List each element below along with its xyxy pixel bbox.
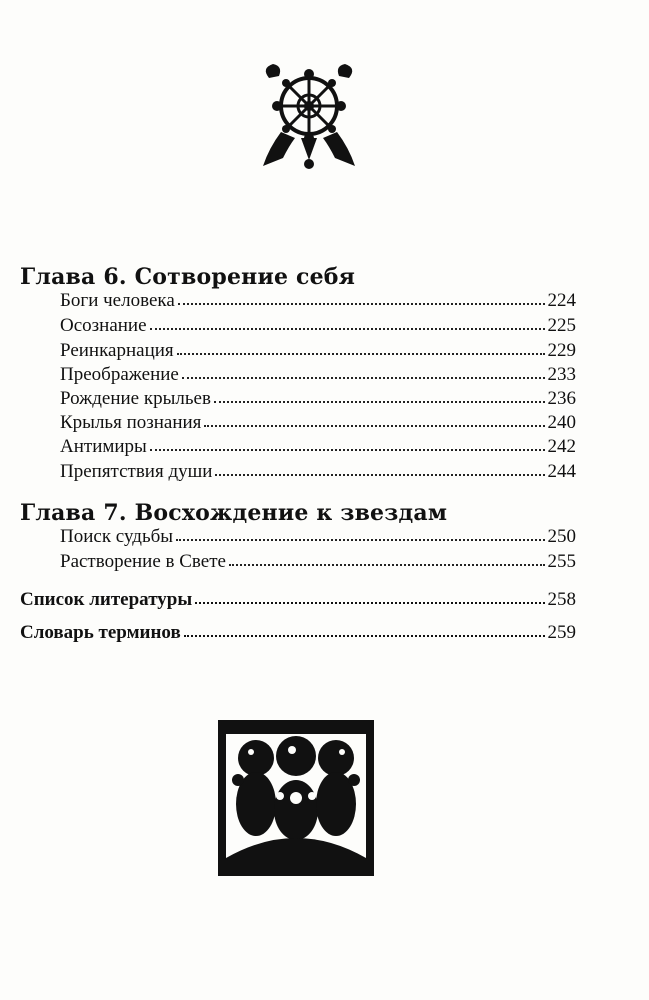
toc-entry[interactable] [60, 290, 576, 312]
toc-glossary[interactable] [20, 622, 576, 644]
toc-entry-label: Осознание [60, 315, 147, 336]
toc-entry-page: 229 [547, 340, 576, 361]
toc-literature-label: Список литературы [20, 589, 193, 610]
toc-entry[interactable] [60, 526, 576, 548]
leader-dots [178, 299, 545, 305]
toc-entry[interactable] [60, 340, 576, 362]
toc-literature-page: 258 [547, 589, 576, 610]
leader-dots [229, 560, 545, 566]
toc-entry-label: Боги человека [60, 290, 175, 311]
leader-dots [215, 470, 544, 476]
dharma-wheel-icon [255, 58, 363, 173]
toc-glossary-label: Словарь терминов [20, 622, 181, 643]
toc-entry-page: 242 [547, 436, 576, 457]
toc-entry-label: Растворение в Свете [60, 551, 226, 572]
toc-entry-page: 250 [547, 526, 576, 547]
toc-entry[interactable] [60, 436, 576, 458]
toc-entry[interactable] [60, 388, 576, 410]
leader-dots [150, 445, 545, 451]
toc-entry-page: 240 [547, 412, 576, 433]
toc-entry[interactable] [60, 412, 576, 434]
chapter-7-title: Глава 7. Восхождение к звездам [20, 500, 448, 526]
leader-dots [214, 397, 545, 403]
leader-dots [204, 421, 544, 427]
toc-entry-page: 255 [547, 551, 576, 572]
toc-literature[interactable] [20, 589, 576, 611]
toc-entry-label: Поиск судьбы [60, 526, 174, 547]
chapter-6-title: Глава 6. Сотворение себя [20, 264, 356, 290]
toc-entry[interactable] [60, 551, 576, 573]
toc-entry-page: 236 [547, 388, 576, 409]
toc-glossary-page: 259 [547, 622, 576, 643]
toc-entry-page: 224 [547, 290, 576, 311]
toc-entry[interactable] [60, 364, 576, 386]
toc-entry-label: Реинкарнация [60, 340, 174, 361]
toc-entry[interactable] [60, 315, 576, 337]
toc-entry-label: Препятствия души [60, 461, 213, 482]
toc-entry-label: Крылья познания [60, 412, 202, 433]
toc-entry-page: 233 [547, 364, 576, 385]
toc-entry[interactable] [60, 461, 576, 483]
leader-dots [195, 598, 544, 604]
toc-entry-label: Антимиры [60, 436, 147, 457]
toc-entry-page: 244 [547, 461, 576, 482]
three-monkeys-ornament-icon [216, 718, 376, 878]
leader-dots [182, 373, 545, 379]
toc-entry-label: Преображение [60, 364, 179, 385]
leader-dots [184, 631, 545, 637]
leader-dots [177, 349, 545, 355]
toc-entry-page: 225 [547, 315, 576, 336]
leader-dots [150, 324, 545, 330]
toc-entry-label: Рождение крыльев [60, 388, 211, 409]
leader-dots [176, 535, 544, 541]
